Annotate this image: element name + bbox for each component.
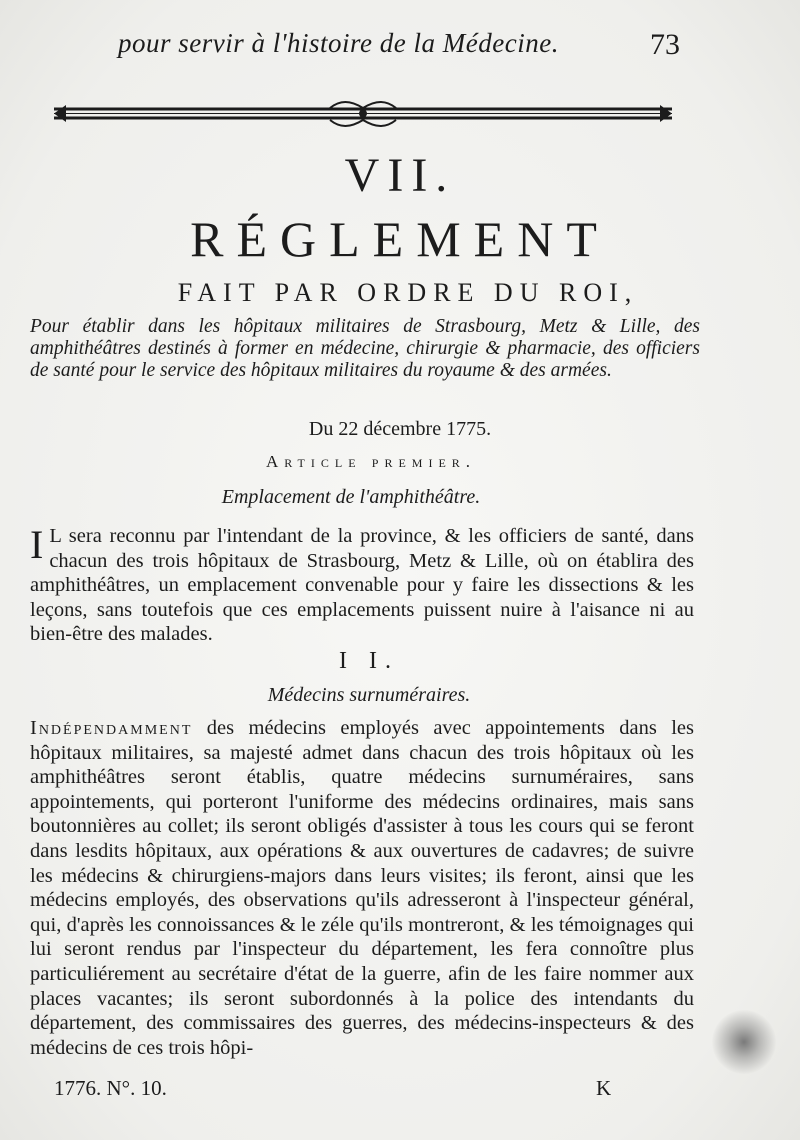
decorative-rule-ornament bbox=[50, 100, 676, 128]
article-2-body bbox=[30, 716, 694, 1060]
document-purpose: Pour établir dans les hôpitaux militaires de Strasbourg, Metz & Lille, des amphithéâtres destinés à former en médecine, chirurgie & pharmacie, des officiers de santé pour le service des hôpitaux militaires du royaume & des armées. bbox=[30, 316, 700, 381]
printer-signature: 1776. N°. 10. bbox=[54, 1076, 167, 1100]
document-title: RÉGLEMENT bbox=[190, 211, 610, 267]
catchword-mark: K bbox=[596, 1076, 612, 1100]
document-subtitle: FAIT PAR ORDRE DU ROI, bbox=[177, 278, 639, 307]
drop-cap: I bbox=[30, 522, 44, 567]
article-2-text: des médecins employés avec appointements dans les hôpitaux militaires, sa majesté admet dans chacun des trois hôpitaux où les amphithéâtres seront établis, quatre médecins surnuméraires, sans appointements, qui porteront l'uniforme des médecins ordinaires, mais sans boutonnières au collet; ils seront obligés d'assister à tous les cours qui se feront dans lesdits hôpitaux, aux opérations & aux ouvertures de cadavres; de suivre les médecins & chirurgiens-majors dans leurs visites; ils feront, ainsi que les médecins employés, des observations qu'ils adresseront à l'inspecteur général, qui, d'après les connoissances & le zéle qu'ils montreront, & les témoignages qui lui seront rendus par l'inspecteur du département, les fera connoître plus particuliérement au secrétaire d'état de la guerre, afin de les faire nommer aux places vacantes; ils seront subordonnés à la police des intendants du département, des commissaires des guerres, des médecins-inspecteurs & des médecins de ces trois hôpi- bbox=[30, 717, 694, 1059]
running-title: pour servir à l'histoire de la Médecine. bbox=[118, 28, 559, 58]
article-2-subheading: Médecins surnuméraires. bbox=[267, 684, 471, 706]
page-number: 73 bbox=[650, 28, 680, 61]
ink-blot bbox=[712, 1010, 776, 1074]
document-date: Du 22 décembre 1775. bbox=[308, 418, 492, 440]
article-2-lead-word: Indépendamment bbox=[30, 717, 193, 739]
chapter-number: VII. bbox=[344, 149, 456, 202]
running-head bbox=[0, 28, 800, 68]
article-2-number: I I. bbox=[339, 648, 399, 674]
article-1-text: L sera reconnu par l'intendant de la province, & les officiers de santé, dans chacun des trois hôpitaux de Strasbourg, Metz & Lille, où on établira des amphithéâtres, un emplacement convenable pour y faire les dissections & les leçons, sans toutefois que ces emplacements puissent nuire à l'aisance ni au bien-être des malades. bbox=[30, 525, 694, 645]
article-1-subheading: Emplacement de l'amphithéâtre. bbox=[221, 486, 481, 508]
article-1-heading: Article premier. bbox=[265, 452, 477, 471]
article-1-body bbox=[30, 524, 694, 647]
